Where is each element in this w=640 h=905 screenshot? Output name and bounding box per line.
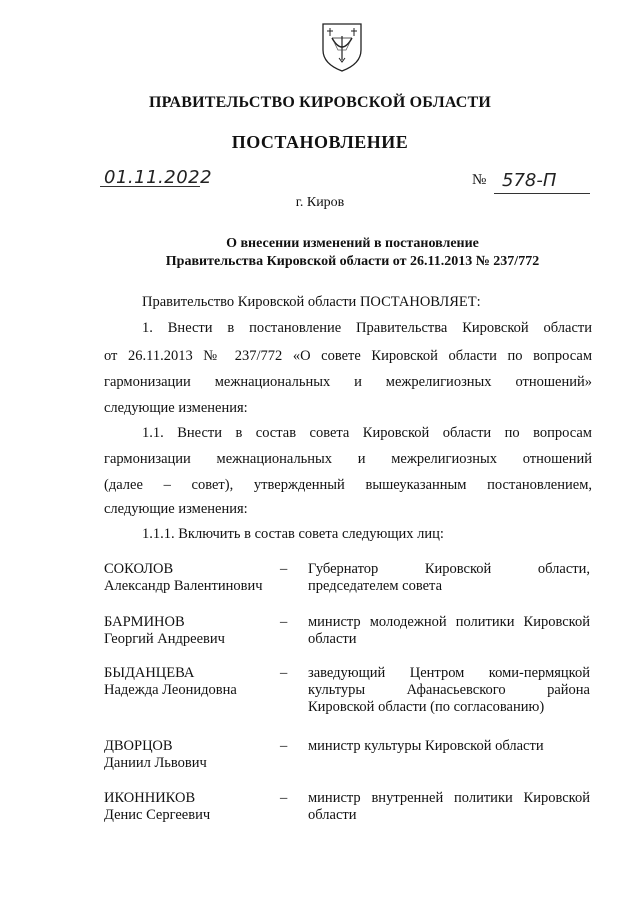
member-position — [308, 561, 590, 595]
paragraph-1-1-1: 1.1.1. Включить в состав совета следующих лиц: — [142, 526, 444, 542]
date-underline — [100, 186, 200, 187]
position-line: министр культуры Кировской области — [308, 738, 544, 754]
member-given-name: Денис Сергеевич — [104, 807, 211, 823]
member-surname: ИКОННИКОВ — [104, 790, 196, 806]
document-date: 01.11.2022 — [104, 167, 213, 188]
member-given-name: Георгий Андреевич — [104, 631, 225, 647]
paragraph-1-1-line: гармонизации межнациональных и межрелигиозных отношений — [104, 451, 592, 467]
member-position — [308, 614, 590, 648]
paragraph-1-line: 1. Внести в постановление Правительства Кировской области — [142, 320, 592, 336]
paragraph-1-line: гармонизации межнациональных и межрелигиозных отношений» — [104, 374, 592, 390]
kirov-coat-of-arms-icon — [320, 22, 364, 72]
government-title: ПРАВИТЕЛЬСТВО КИРОВСКОЙ ОБЛАСТИ — [148, 94, 492, 111]
member-surname: БЫДАНЦЕВА — [104, 665, 195, 681]
member-position — [308, 738, 590, 755]
city: г. Киров — [295, 195, 345, 210]
member-name — [104, 790, 210, 824]
member-position — [308, 665, 590, 716]
document-number: 578-П — [502, 170, 557, 191]
member-name — [104, 614, 225, 648]
position-line: области — [308, 631, 357, 647]
member-given-name: Даниил Львович — [104, 755, 207, 771]
member-surname: БАРМИНОВ — [104, 614, 185, 630]
member-position — [308, 790, 590, 824]
paragraph-1-line: следующие изменения: — [104, 400, 248, 416]
paragraph-1-1-line: следующие изменения: — [104, 501, 248, 517]
member-name — [104, 738, 207, 772]
member-dash: – — [280, 790, 288, 806]
member-surname: ДВОРЦОВ — [104, 738, 173, 754]
position-line: Губернатор Кировской области, — [308, 561, 590, 577]
paragraph-1-line: от 26.11.2013 № 237/772 «О совете Кировской области по вопросам — [104, 348, 592, 364]
paragraph-1-1-line: (далее – совет), утвержденный вышеуказанным постановлением, — [104, 477, 592, 493]
position-line: области — [308, 807, 357, 823]
paragraph-1-1-line: 1.1. Внести в состав совета Кировской области по вопросам — [142, 425, 592, 441]
subject-line: О внесении изменений в постановление — [226, 236, 479, 251]
document-subject — [80, 235, 625, 271]
member-name — [104, 665, 237, 699]
intro-paragraph: Правительство Кировской области ПОСТАНОВЛЯЕТ: — [142, 294, 481, 310]
position-line: заведующий Центром коми-пермяцкой — [308, 665, 590, 681]
member-dash: – — [280, 614, 288, 630]
member-given-name: Надежда Леонидовна — [104, 682, 237, 698]
position-line: министр внутренней политики Кировской — [308, 790, 590, 806]
position-line: председателем совета — [308, 578, 443, 594]
member-dash: – — [280, 665, 288, 681]
member-given-name: Александр Валентинович — [104, 578, 263, 594]
member-surname: СОКОЛОВ — [104, 561, 174, 577]
number-label: № — [472, 172, 487, 188]
subject-line: Правительства Кировской области от 26.11.2013 № 237/772 — [165, 254, 540, 269]
number-underline — [494, 193, 590, 194]
member-dash: – — [280, 738, 288, 754]
document-type: ПОСТАНОВЛЕНИЕ — [231, 132, 409, 152]
position-line: культуры Афанасьевского района — [308, 682, 590, 698]
position-line: министр молодежной политики Кировской — [308, 614, 590, 630]
position-line: Кировской области (по согласованию) — [308, 699, 545, 715]
member-dash: – — [280, 561, 288, 577]
member-name — [104, 561, 263, 595]
